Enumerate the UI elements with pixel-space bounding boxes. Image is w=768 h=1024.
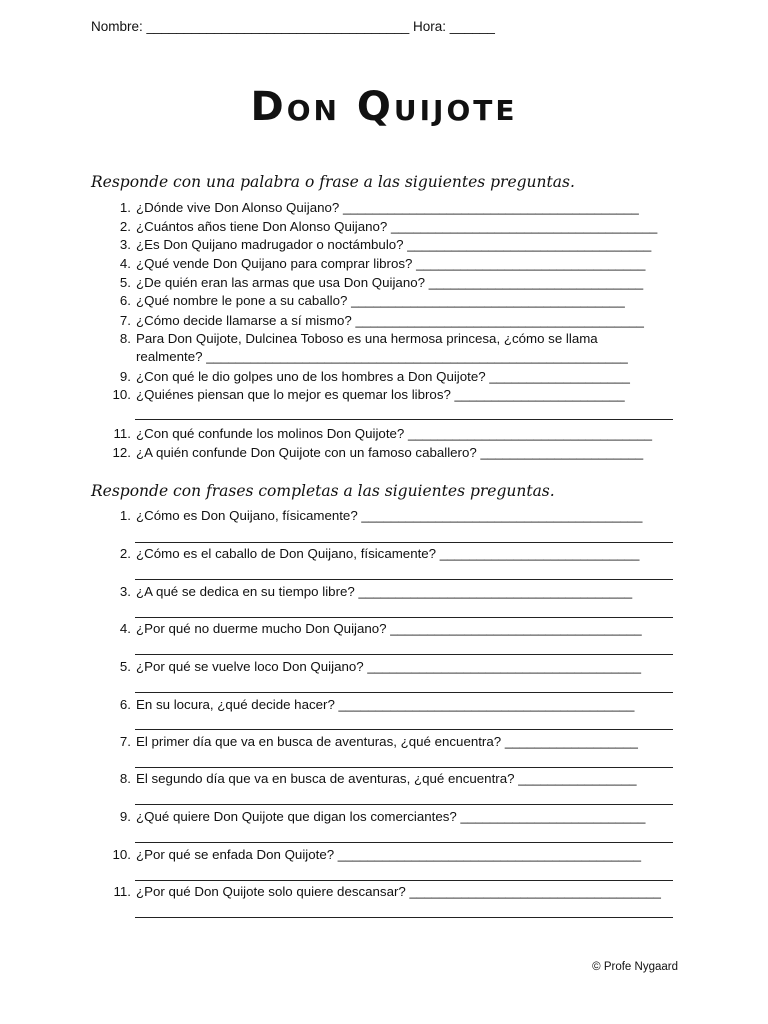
question-number: 4. [119,256,131,271]
answer-line[interactable] [135,804,673,805]
answer-line[interactable] [135,419,673,420]
question-text[interactable]: ¿Con qué le dio golpes uno de los hombres a Don Quijote? ___________________ [136,369,630,384]
answer-line[interactable] [135,579,673,580]
question-number: 3. [119,584,131,599]
question-number: 7. [119,734,131,749]
question-text[interactable]: ¿Cómo decide llamarse a sí mismo? _______________________________________ [136,313,644,328]
section1-instruction: Responde con una palabra o frase a las siguientes preguntas. [91,173,575,191]
question-text[interactable]: ¿Por qué se vuelve loco Don Quijano? _____________________________________ [136,659,641,674]
question-text[interactable]: ¿Por qué se enfada Don Quijote? _________________________________________ [136,847,641,862]
answer-line[interactable] [135,617,673,618]
answer-line[interactable] [135,880,673,881]
question-number: 10. [112,847,131,862]
question-number: 1. [119,200,131,215]
question-number: 8. [119,331,131,346]
question-text[interactable]: ¿Con qué confunde los molinos Don Quijote? _________________________________ [136,426,653,441]
question-text[interactable]: ¿A quién confunde Don Quijote con un famoso caballero? ______________________ [136,445,644,460]
question-text[interactable]: ¿A qué se dedica en su tiempo libre? _____________________________________ [136,584,633,599]
name-hour-header: Nombre: ___________________________________ Hora: ______ [91,19,495,34]
page-title: Don Quijote [250,84,518,130]
section2-instruction: Responde con frases completas a las siguientes preguntas. [91,482,555,500]
question-number: 11. [113,426,131,441]
question-number: 7. [119,313,131,328]
question-text[interactable]: ¿Qué vende Don Quijano para comprar libros? _______________________________ [136,256,646,271]
question-text[interactable]: ¿Quiénes piensan que lo mejor es quemar los libros? _______________________ [136,387,625,402]
question-number: 1. [119,508,131,523]
question-text[interactable]: ¿Por qué no duerme mucho Don Quijano? __________________________________ [136,621,642,636]
question-text[interactable]: Para Don Quijote, Dulcinea Toboso es una hermosa princesa, ¿cómo se llama [136,331,598,346]
question-number: 8. [119,771,131,786]
answer-line[interactable] [135,542,673,543]
answer-line[interactable] [135,842,673,843]
question-number: 11. [113,884,131,899]
question-text[interactable]: ¿Qué quiere Don Quijote que digan los comerciantes? _________________________ [136,809,646,824]
question-number: 2. [119,546,131,561]
answer-line[interactable] [135,654,673,655]
question-text[interactable]: ¿De quién eran las armas que usa Don Quijano? _____________________________ [136,275,644,290]
question-text-continued[interactable]: realmente? _________________________________________________________ [136,349,628,364]
question-text[interactable]: ¿Cómo es el caballo de Don Quijano, físicamente? ___________________________ [136,546,640,561]
question-number: 9. [119,809,131,824]
question-text[interactable]: ¿Dónde vive Don Alonso Quijano? ________________________________________ [136,200,639,215]
answer-line[interactable] [135,692,673,693]
question-number: 3. [119,237,131,252]
question-text[interactable]: El primer día que va en busca de aventuras, ¿qué encuentra? __________________ [136,734,638,749]
question-number: 2. [119,219,131,234]
question-number: 5. [119,275,131,290]
question-number: 9. [119,369,131,384]
question-number: 5. [119,659,131,674]
answer-line[interactable] [135,917,673,918]
question-number: 4. [119,621,131,636]
question-text[interactable]: ¿Por qué Don Quijote solo quiere descansar? __________________________________ [136,884,661,899]
question-text[interactable]: ¿Qué nombre le pone a su caballo? _____________________________________ [136,293,625,308]
question-number: 6. [119,697,131,712]
question-text[interactable]: ¿Cómo es Don Quijano, físicamente? ______________________________________ [136,508,643,523]
question-text[interactable]: En su locura, ¿qué decide hacer? ________________________________________ [136,697,635,712]
question-text[interactable]: El segundo día que va en busca de aventuras, ¿qué encuentra? ________________ [136,771,637,786]
question-number: 12. [112,445,131,460]
answer-line[interactable] [135,729,673,730]
question-number: 6. [119,293,131,308]
question-text[interactable]: ¿Es Don Quijano madrugador o noctámbulo? _________________________________ [136,237,652,252]
copyright-footer: © Profe Nygaard [592,961,678,973]
question-text[interactable]: ¿Cuántos años tiene Don Alonso Quijano? ____________________________________ [136,219,658,234]
answer-line[interactable] [135,767,673,768]
question-number: 10. [112,387,131,402]
